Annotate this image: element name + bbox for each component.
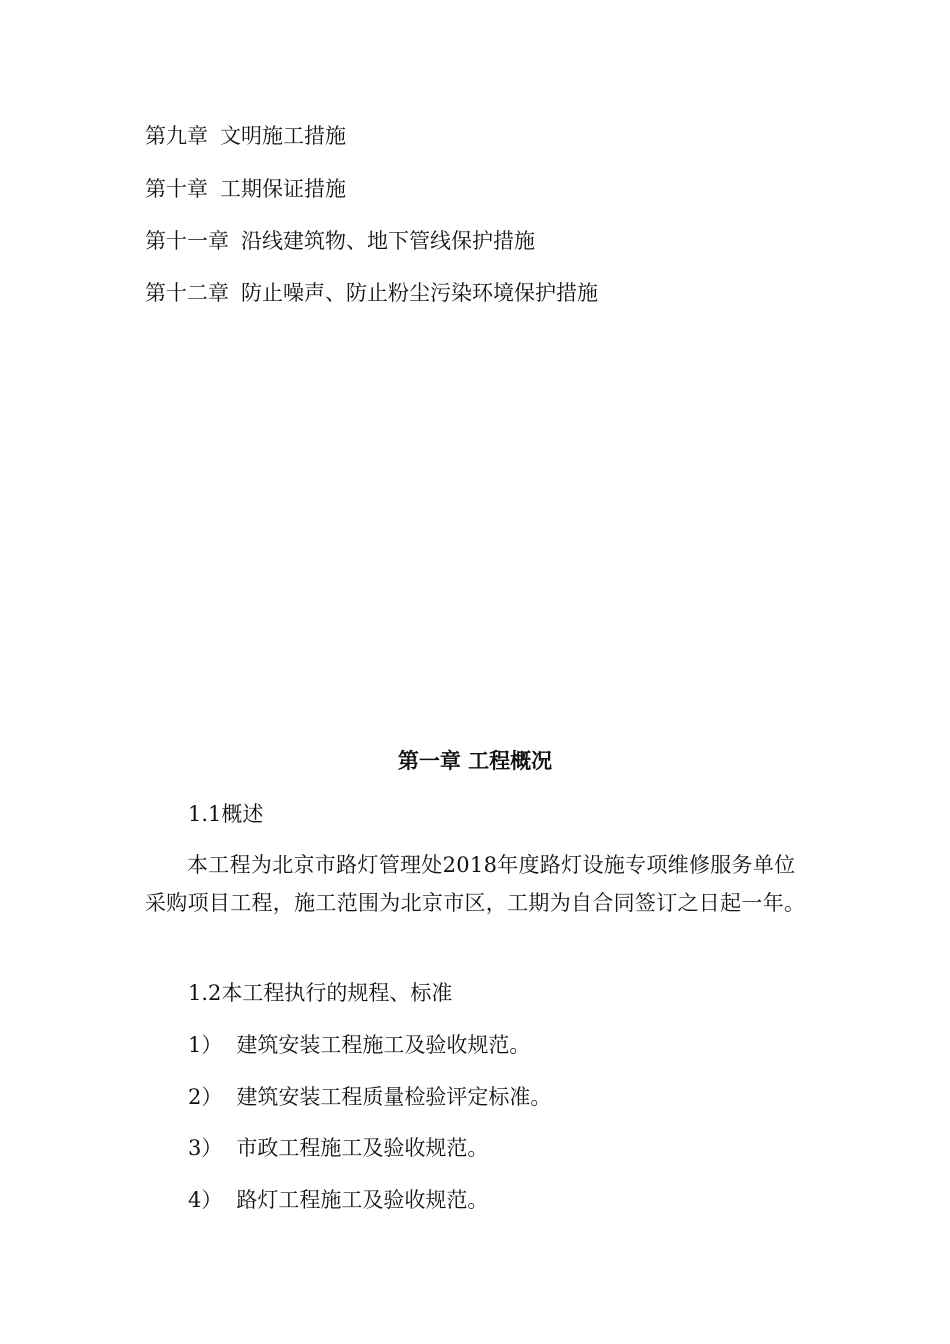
toc-title: 工期保证措施	[220, 177, 346, 201]
list-item-number: 2）	[188, 1085, 223, 1109]
list-item-text: 路灯工程施工及验收规范。	[236, 1188, 489, 1212]
toc-chapter: 第十二章	[145, 281, 229, 305]
toc-chapter: 第十章	[145, 177, 208, 201]
toc-item	[145, 175, 346, 203]
toc-item	[145, 227, 535, 255]
toc-item	[145, 122, 346, 150]
list-item	[188, 1083, 551, 1111]
list-item	[188, 1186, 488, 1214]
list-item	[188, 1134, 488, 1162]
overview-paragraph: 本工程为北京市路灯管理处2018年度路灯设施专项维修服务单位采购项目工程，施工范围为北京市区，工期为自合同签订之日起一年。	[145, 853, 806, 915]
toc-chapter: 第十一章	[145, 229, 229, 253]
list-item-text: 建筑安装工程施工及验收规范。	[236, 1033, 531, 1057]
list-item-number: 1）	[188, 1033, 223, 1057]
toc-chapter: 第九章	[145, 124, 208, 148]
section-heading-1-2: 1.2本工程执行的规程、标准	[188, 981, 453, 1005]
chapter-heading: 第一章 工程概况	[397, 749, 553, 773]
list-item-text: 建筑安装工程质量检验评定标准。	[236, 1085, 552, 1109]
toc-item	[145, 279, 598, 307]
list-item-number: 3）	[188, 1136, 223, 1160]
list-item-number: 4）	[188, 1188, 223, 1212]
section-heading-1-1: 1.1概述	[188, 802, 264, 826]
list-item-text: 市政工程施工及验收规范。	[236, 1136, 489, 1160]
list-item	[188, 1031, 530, 1059]
toc-title: 防止噪声、防止粉尘污染环境保护措施	[241, 281, 598, 305]
toc-title: 沿线建筑物、地下管线保护措施	[241, 229, 535, 253]
toc-title: 文明施工措施	[220, 124, 346, 148]
